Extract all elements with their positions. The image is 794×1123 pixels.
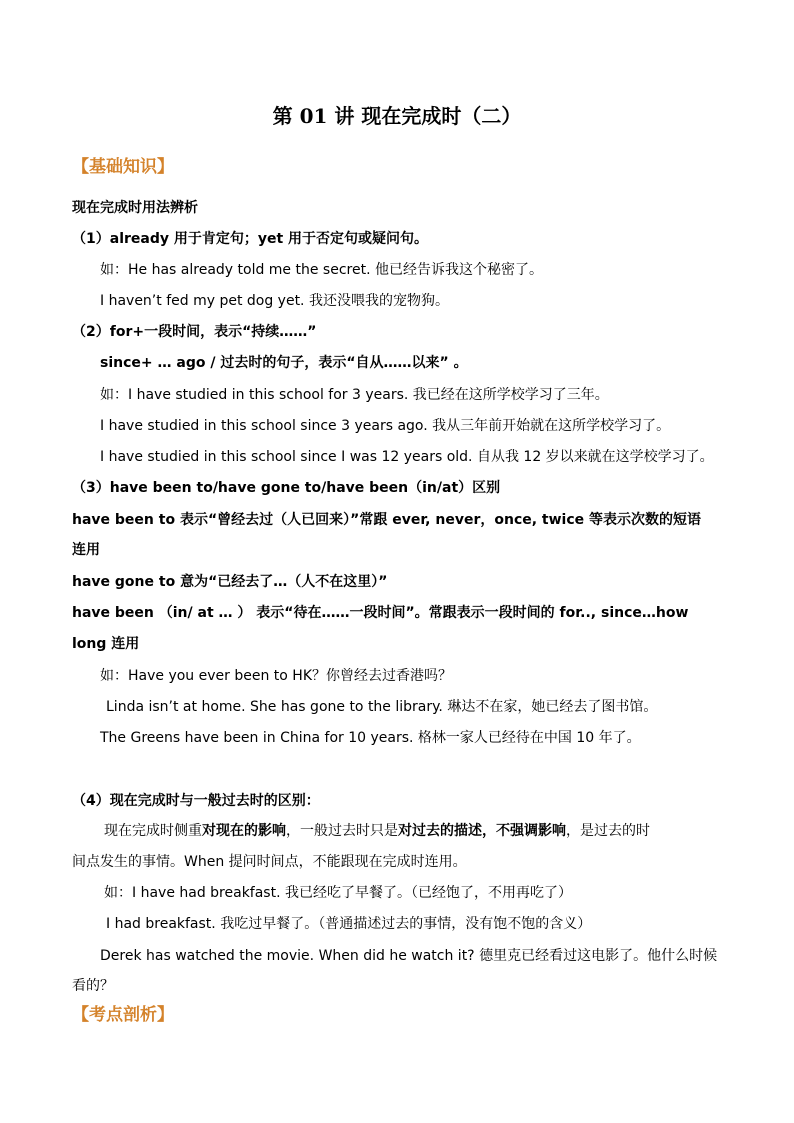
example-1a: 如：He has already told me the secret. 他已经告诉我这个秘密了。 xyxy=(100,262,543,278)
been-in-line-2: long 连用 xyxy=(72,636,140,652)
section-exam-analysis: 【考点剖析】 xyxy=(72,1005,174,1025)
example-4c: Derek has watched the movie. When did he watch it? 德里克已经看过这电影了。他什么时候 xyxy=(100,948,718,964)
desc-simple-past: ，一般过去时只是 xyxy=(286,823,398,839)
example-2c: I have studied in this school since I was 12 years old. 自从我 12 岁以来就在这学校学习了。 xyxy=(100,449,714,465)
point-2-label: （2）for+一段时间，表示“持续……” xyxy=(72,324,317,340)
example-4a: 如：I have had breakfast. 我已经吃了早餐了。（已经饱了，不用再吃了） xyxy=(104,885,572,901)
section-basic-knowledge: 【基础知识】 xyxy=(72,157,174,177)
example-3b: Linda isn’t at home. She has gone to the library. 琳达不在家，她已经去了图书馆。 xyxy=(106,699,658,715)
gone-to-line: have gone to 意为“已经去了…（人不在这里）” xyxy=(72,574,388,590)
point-1-label: （1）already 用于肯定句；yet 用于否定句或疑问句。 xyxy=(72,231,429,247)
example-3c: The Greens have been in China for 10 years. 格林一家人已经待在中国 10 年了。 xyxy=(100,730,641,746)
desc-past-description: 对过去的描述，不强调影响 xyxy=(398,823,566,839)
heading-usage: 现在完成时用法辨析 xyxy=(72,200,198,216)
been-in-line-1: have been （in/ at … ） 表示“待在……一段时间”。常跟表示一段时间的 for.., since…how xyxy=(72,605,689,621)
been-to-line-2: 连用 xyxy=(72,542,100,558)
example-4b: I had breakfast. 我吃过早餐了。（普通描述过去的事情，没有饱不饱的含义） xyxy=(106,916,592,932)
example-4d: 看的？ xyxy=(72,978,114,994)
example-1b: I haven’t fed my pet dog yet. 我还没喂我的宠物狗。 xyxy=(100,293,449,309)
desc-past-time: ，是过去的时 xyxy=(566,823,650,839)
example-3a: 如：Have you ever been to HK？你曾经去过香港吗？ xyxy=(100,668,452,684)
been-to-line-1: have been to 表示“曾经去过（人已回来）”常跟 ever, never，once, twice 等表示次数的短语 xyxy=(72,512,702,528)
desc-present-perfect: 现在完成时侧重 xyxy=(104,823,202,839)
example-2b: I have studied in this school since 3 years ago. 我从三年前开始就在这所学校学习了。 xyxy=(100,418,671,434)
point-4-desc-line-1 xyxy=(104,822,650,840)
point-4-desc-line-2: 间点发生的事情。When 提问时间点，不能跟现在完成时连用。 xyxy=(72,854,467,870)
example-2a: 如：I have studied in this school for 3 years. 我已经在这所学校学习了三年。 xyxy=(100,387,609,403)
point-3-label: （3）have been to/have gone to/have been（in/at）区别 xyxy=(72,480,501,496)
point-2-since: since+ … ago / 过去时的句子，表示“自从……以来” 。 xyxy=(100,355,468,371)
desc-present-effect: 对现在的影响 xyxy=(202,823,286,839)
point-4-label: （4）现在完成时与一般过去时的区别： xyxy=(72,793,320,809)
page-title: 第 01 讲 现在完成时（二） xyxy=(272,104,522,128)
